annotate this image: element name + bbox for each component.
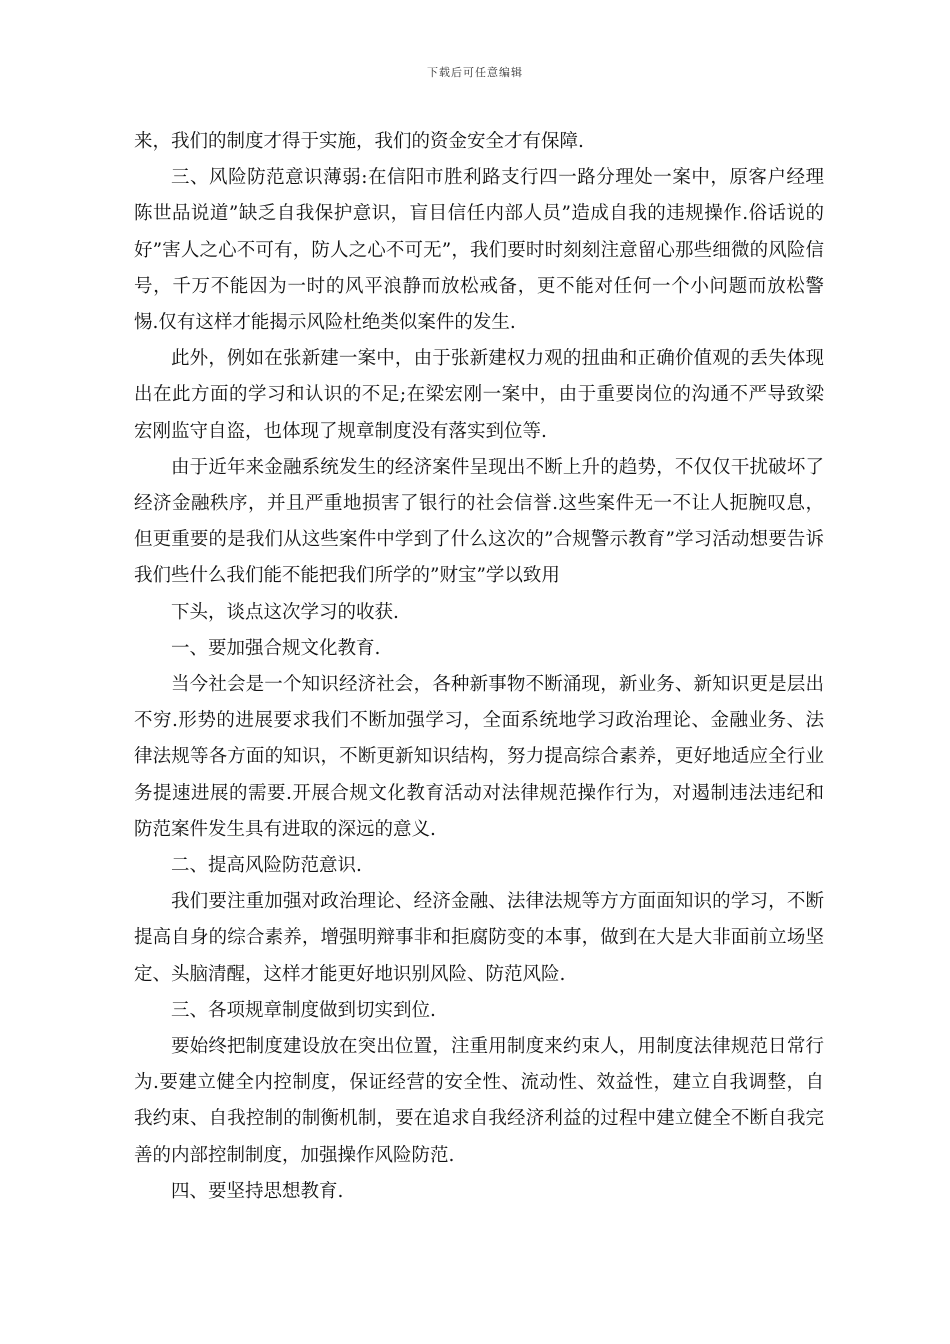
section-heading: 二、提高风险防范意识.	[171, 855, 362, 877]
document-body	[134, 124, 824, 1210]
paragraph: 三、风险防范意识薄弱:在信阳市胜利路支行四一路分理处一案中，原客户经理陈世品说道”缺乏自我保护意识，盲目信任内部人员”造成自我的违规操作.俗话说的好”害人之心不可有，防人之心不可无”，我们要时时刻刻注意留心那些细微的风险信号，千万不能因为一时的风平浪静而放松戒备，更不能对任何一个小问题而放松警惕.仅有这样才能揭示风险杜绝类似案件的发生.	[134, 167, 824, 334]
paragraph: 我们要注重加强对政治理论、经济金融、法律法规等方方面面知识的学习，不断提高自身的综合素养，增强明辩事非和拒腐防变的本事，做到在大是大非面前立场坚定、头脑清醒，这样才能更好地识别风险、防范风险.	[134, 891, 824, 985]
paragraph: 当今社会是一个知识经济社会，各种新事物不断涌现，新业务、新知识更是层出不穷.形势的进展要求我们不断加强学习，全面系统地学习政治理论、金融业务、法律法规等各方面的知识，不断更新知识结构，努力提高综合素养，更好地适应全行业务提速进展的需要.开展合规文化教育活动对法律规范操作行为，对遏制违法违纪和防范案件发生具有进取的深远的意义.	[134, 674, 824, 840]
paragraph: 来，我们的制度才得于实施，我们的资金安全才有保障.	[134, 131, 584, 152]
page-header: 下载后可任意编辑	[427, 66, 523, 79]
paragraph: 此外，例如在张新建一案中，由于张新建权力观的扭曲和正确价值观的丢失体现出在此方面的学习和认识的不足;在梁宏刚一案中，由于重要岗位的沟通不严导致梁宏刚监守自盗，也体现了规章制度没有落实到位等.	[134, 348, 824, 442]
paragraph: 由于近年来金融系统发生的经济案件呈现出不断上升的趋势，不仅仅干扰破坏了经济金融秩序，并且严重地损害了银行的社会信誉.这些案件无一不让人扼腕叹息，但更重要的是我们从这些案件中学到了什么这次的”合规警示教育”学习活动想要告诉我们些什么我们能不能把我们所学的”财宝”学以致用	[134, 456, 824, 587]
paragraph: 下头，谈点这次学习的收获.	[171, 601, 399, 623]
section-heading: 四、要坚持思想教育.	[171, 1180, 344, 1202]
section-heading: 一、要加强合规文化教育.	[171, 637, 381, 659]
paragraph: 要始终把制度建设放在突出位置，注重用制度来约束人，用制度法律规范日常行为.要建立健全内控制度，保证经营的安全性、流动性、效益性，建立自我调整，自我约束、自我控制的制衡机制，要在追求自我经济利益的过程中建立健全不断自我完善的内部控制制度，加强操作风险防范.	[134, 1036, 824, 1166]
section-heading: 三、各项规章制度做到切实到位.	[171, 999, 436, 1021]
